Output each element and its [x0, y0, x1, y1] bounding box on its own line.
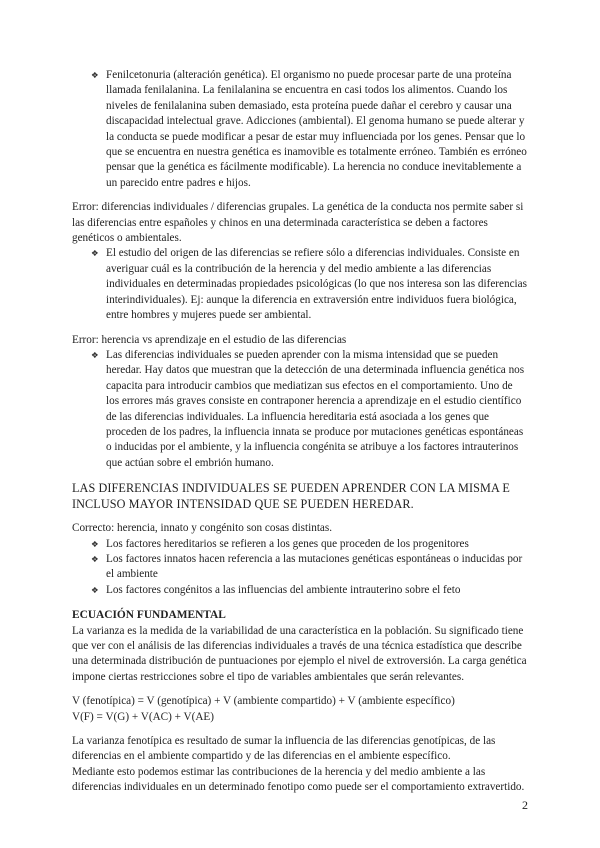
- formula-line: V (fenotípica) = V (genotípica) + V (ambiente compartido) + V (ambiente específico): [72, 695, 455, 708]
- bullet-list: [72, 537, 528, 599]
- list-item: [72, 68, 528, 191]
- diamond-bullet-icon: ❖: [91, 584, 99, 595]
- section-correct: [72, 521, 528, 598]
- list-item-text: Los factores innatos hacen referencia a las mutaciones genéticas espontáneas o inducidas por el ambiente: [106, 552, 523, 581]
- list-item: [72, 537, 528, 552]
- page-number: 2: [522, 798, 528, 812]
- closing-paragraph: Mediante esto podemos estimar las contribuciones de la herencia y del medio ambiente a las diferencias individuales en un determinado fenotipo como puede ser el comportamiento extravertido.: [72, 765, 525, 794]
- bullet-list: [72, 348, 528, 471]
- list-item-text: Los factores congénitos a las influencias del ambiente intrauterino sobre el feto: [106, 583, 461, 596]
- diamond-bullet-icon: ❖: [91, 70, 99, 80]
- caps-statement: LAS DIFERENCIAS INDIVIDUALES SE PUEDEN APRENDER CON LA MISMA E INCLUSO MAYOR INTENSIDAD QUE SE PUEDEN HEREDAR.: [72, 481, 510, 512]
- formula-line: V(F) = V(G) + V(AC) + V(AE): [72, 710, 214, 723]
- list-item: [72, 552, 528, 583]
- bullet-list-fenilcetonuria: [72, 68, 528, 191]
- list-item-text: El estudio del origen de las diferencias se refiere sólo a diferencias individuales. Consiste en averiguar cuál es la contribución de la herencia y del medio ambiente a las diferencias individuales en determinadas propiedades psicológicas (lo que nos interesa son las diferencias interindividuales). Ej: aunque la diferencia en extraversión entre individuos fuera biológica, entre hombres y mujeres puede ser ambiental.: [106, 247, 527, 322]
- correct-intro: Correcto: herencia, innato y congénito son cosas distintas.: [72, 522, 333, 535]
- closing-paragraph: La varianza fenotípica es resultado de sumar la influencia de las diferencias genotípicas, de las diferencias en el ambiente compartido y de las diferencias en el ambiente específico.: [72, 735, 496, 763]
- document-page: [72, 68, 528, 796]
- section-heading: ECUACIÓN FUNDAMENTAL: [72, 609, 226, 622]
- diamond-bullet-icon: ❖: [91, 248, 99, 259]
- list-item: [72, 246, 528, 323]
- diamond-bullet-icon: ❖: [91, 553, 99, 564]
- section-heredity-vs-learning: [72, 333, 528, 472]
- list-item-text: Fenilcetonuria (alteración genética). El organismo no puede procesar parte de una proteína llamada fenilalanina. La fenilalanina se encuentra en casi todos los alimentos. Cuando los niveles de fenilalanina suben demasiado, esta proteína puede dañar el cerebro y causar una discapacidad intelectual grave. Adicciones (ambiental). El genoma humano se puede alterar y la conducta se puede modificar a pesar de estar muy influenciada por los genes. Pensar que lo que se encuentra en nuestra genética es inamovible es totalmente erróneo. También es erróneo pensar que la genética es fácilmente modificable). La herencia no conduce inevitablemente a un parecido entre padres e hijos.: [106, 69, 527, 189]
- diamond-bullet-icon: ❖: [91, 349, 99, 360]
- section-individual-vs-group: [72, 200, 528, 323]
- closing-block: [72, 734, 528, 796]
- list-item-text: Las diferencias individuales se pueden aprender con la misma intensidad que se pueden heredar. Hay datos que muestran que la detección de una determinada influencia genética nos capacita para introducir cambios que mediatizan sus efectos en el comportamiento. Uno de los errores más graves consiste en contraponer herencia a aprendizaje en el estudio científico de las diferencias individuales. La influencia hereditaria está asociada a los genes que proceden de los padres, la influencia innata se produce por mutaciones genéticas espontáneas o inducidas por el ambiente, y la influencia congénita se atribuye a los factores intrauterinos que actúan sobre el embrión humano.: [106, 348, 525, 469]
- error-intro: Error: diferencias individuales / diferencias grupales. La genética de la conducta nos permite saber si las diferencias entre españoles y chinos en una determinada característica se deben a factores genéticos o ambientales.: [72, 201, 524, 245]
- list-item: [72, 348, 528, 471]
- formula-block: [72, 694, 528, 725]
- list-item-text: Los factores hereditarios se refieren a los genes que proceden de los progenitores: [106, 537, 469, 550]
- diamond-bullet-icon: ❖: [91, 538, 99, 549]
- error-intro: Error: herencia vs aprendizaje en el estudio de las diferencias: [72, 333, 347, 346]
- list-item: [72, 583, 528, 598]
- bullet-list: [72, 246, 528, 323]
- variance-paragraph: La varianza es la medida de la variabilidad de una característica en la población. Su significado tiene que ver con el análisis de las diferencias individuales a través de una técnica estadística que describe una determinada distribución de puntuaciones por ejemplo el nivel de extroversión. La carga genética impone ciertas restricciones sobre el tipo de variables ambientales que serán relevantes.: [72, 624, 527, 683]
